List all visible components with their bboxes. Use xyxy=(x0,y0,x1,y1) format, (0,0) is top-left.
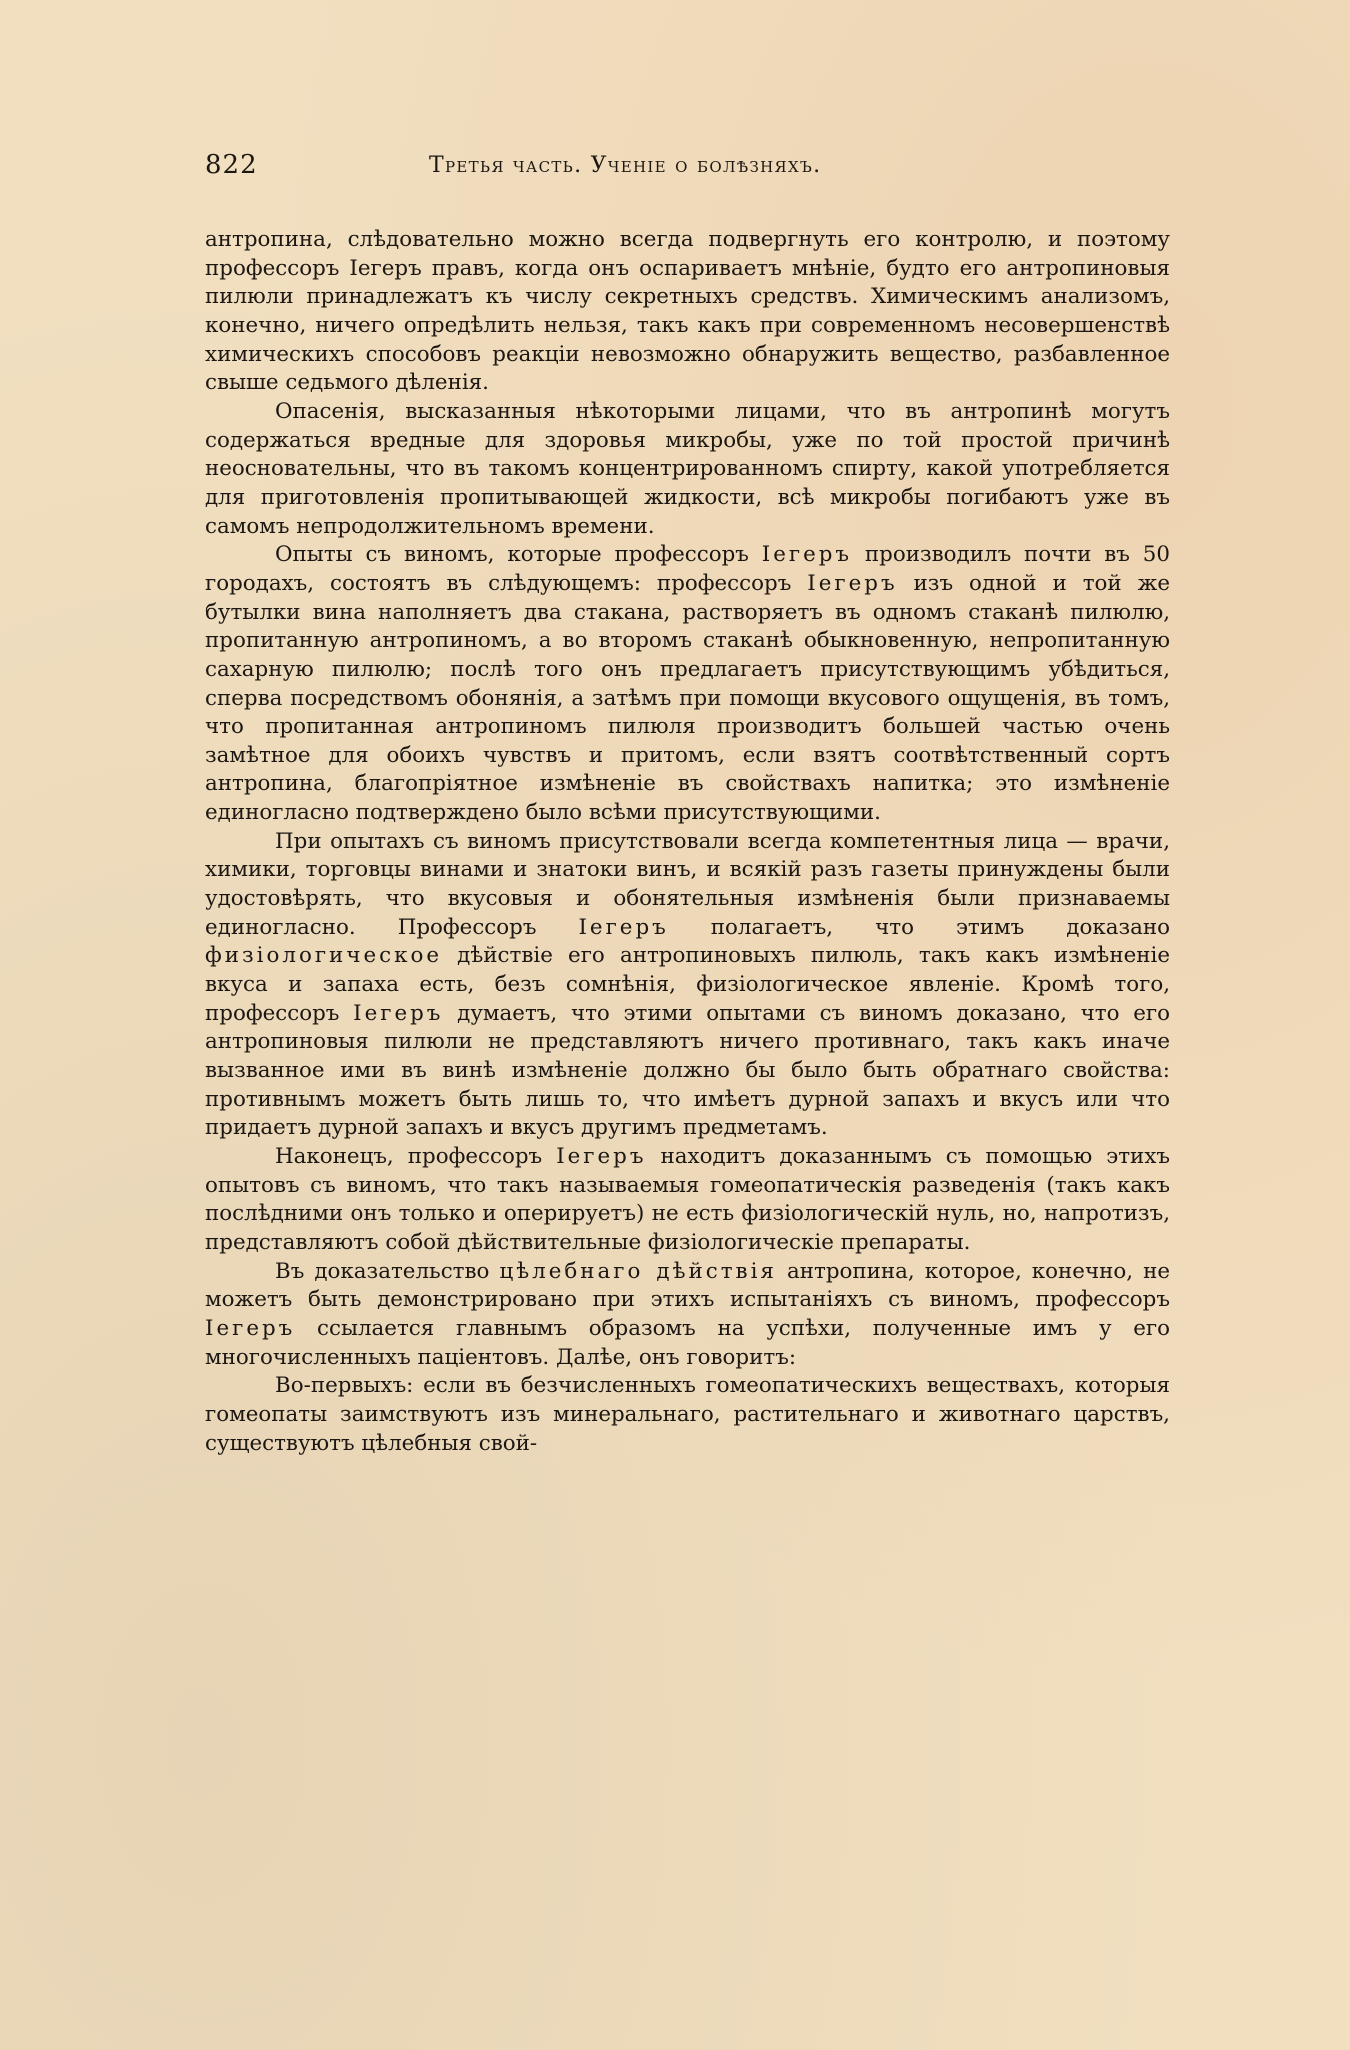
paragraph-text: ссылается главнымъ образомъ на успѣхи, полученные имъ у его многочисленныхъ паціентовъ. Далѣе, онъ говоритъ: xyxy=(205,1315,1170,1370)
page-number: 822 xyxy=(205,150,258,180)
paragraph-text: полагаетъ, что этимъ доказано xyxy=(668,914,1170,940)
paragraph-text: Въ доказательство xyxy=(275,1258,500,1284)
paragraph-text: находитъ доказаннымъ съ помощью этихъ опытовъ съ виномъ, что такъ называемыя гомеопатическія разведенія (такъ какъ послѣдними онъ только и оперируетъ) не есть физіологическій нуль, но, напротизъ, представляютъ собой дѣйствительные физіологическіе препараты. xyxy=(205,1144,1170,1255)
paragraph-5 xyxy=(205,1143,1170,1258)
running-head xyxy=(205,150,1170,186)
paragraph-3 xyxy=(205,541,1170,828)
paragraph-text: Опыты съ виномъ, которые профессоръ xyxy=(275,542,762,568)
paragraph-text: антропина, слѣдовательно можно всегда подвергнуть его контролю, и поэтому профессоръ Іегеръ правъ, когда онъ оспариваетъ мнѣніе, будто его антропиновыя пилюли принадлежатъ къ числу секретныхъ средствъ. Химическимъ анализомъ, конечно, ничего опредѣлить нельзя, такъ какъ при современномъ несовершенствѣ химическихъ способовъ реакціи невозможно обнаружить вещество, разбавленное свыше седьмого дѣленія. xyxy=(205,227,1170,396)
paragraph-text: дѣйствіе его антропиновыхъ пилюль, такъ какъ измѣненіе вкуса и запаха есть, безъ сомнѣнія, физіологическое явленіе. Кромѣ того, профессоръ xyxy=(205,943,1170,1026)
emphasized-name: Іегеръ xyxy=(205,1315,296,1341)
paragraph-2 xyxy=(205,398,1170,541)
emphasized-name: Іегеръ xyxy=(556,1144,647,1169)
emphasized-name: Іегеръ xyxy=(761,542,853,568)
emphasized-term: физіологическое xyxy=(205,943,443,969)
emphasized-term: цѣлебнаго дѣйствія xyxy=(499,1258,777,1284)
running-title: Третья часть. Ученіе о болѣзняхъ. xyxy=(429,153,822,178)
paragraph-6 xyxy=(205,1258,1170,1373)
paragraph-text: изъ одной и той же бутылки вина наполняетъ два стакана, растворяетъ въ одномъ стаканѣ пилюлю, пропитанную антропиномъ, а во второмъ стаканѣ обыкновенную, непропитанную сахарную пилюлю; послѣ того онъ предлагаетъ присутствующимъ убѣдиться, сперва посредствомъ обонянія, а затѣмъ при помощи вкусового ощущенія, въ томъ, что пропитанная антропиномъ пилюля производитъ большей частью очень замѣтное для обоихъ чувствъ и притомъ, если взятъ соотвѣтственный сортъ антропина, благопріятное измѣненіе въ свойствахъ напитка; это измѣненіе единогласно подтверждено было всѣми присутствующими. xyxy=(205,570,1170,826)
paragraph-1 xyxy=(205,226,1170,398)
emphasized-name: Іегеръ xyxy=(578,914,669,940)
paragraph-text: При опытахъ съ виномъ присутствовали всегда компетентныя лица — врачи, химики, торговцы винами и знатоки винъ, и всякій разъ газеты принуждены были удостовѣрять, что вкусовыя и обонятельныя измѣненія были признаваемы единогласно. Профессоръ xyxy=(205,828,1170,940)
paragraph-7 xyxy=(205,1372,1170,1458)
emphasized-name: Іегеръ xyxy=(353,1000,444,1026)
paragraph-text: производилъ почти въ 50 городахъ, состоятъ въ слѣдующемъ: профессоръ xyxy=(205,542,1170,596)
emphasized-name: Іегеръ xyxy=(807,570,898,596)
book-page xyxy=(205,150,1170,2020)
paragraph-text: думаетъ, что этими опытами съ виномъ доказано, что его антропиновыя пилюли не представляютъ ничего противнаго, такъ какъ иначе вызванное ими въ винѣ измѣненіе должно бы было быть обратнаго свойства: противнымъ можетъ быть лишь то, что имѣетъ дурной запахъ и вкусъ или что придаетъ дурной запахъ и вкусъ другимъ предметамъ. xyxy=(205,1000,1171,1141)
paragraph-text: Во-первыхъ: если въ безчисленныхъ гомеопатическихъ веществахъ, которыя гомеопаты заимствуютъ изъ минеральнаго, растительнаго и животнаго царствъ, существуютъ цѣлебныя свой- xyxy=(205,1373,1170,1456)
body-text xyxy=(205,226,1170,1458)
paragraph-text: Наконецъ, профессоръ xyxy=(275,1144,557,1169)
paragraph-text: антропина, которое, конечно, не можетъ быть демонстрировано при этихъ испытаніяхъ съ виномъ, профессоръ xyxy=(205,1258,1171,1313)
paragraph-text: Опасенія, высказанныя нѣкоторыми лицами, что въ антропинѣ могутъ содержаться вредные для здоровья микробы, уже по той простой причинѣ неосновательны, что въ такомъ концентрированномъ спирту, какой употребляется для приготовленія пропитывающей жидкости, всѣ микробы погибаютъ уже въ самомъ непродолжительномъ времени. xyxy=(205,398,1170,539)
paragraph-4 xyxy=(205,828,1170,1143)
